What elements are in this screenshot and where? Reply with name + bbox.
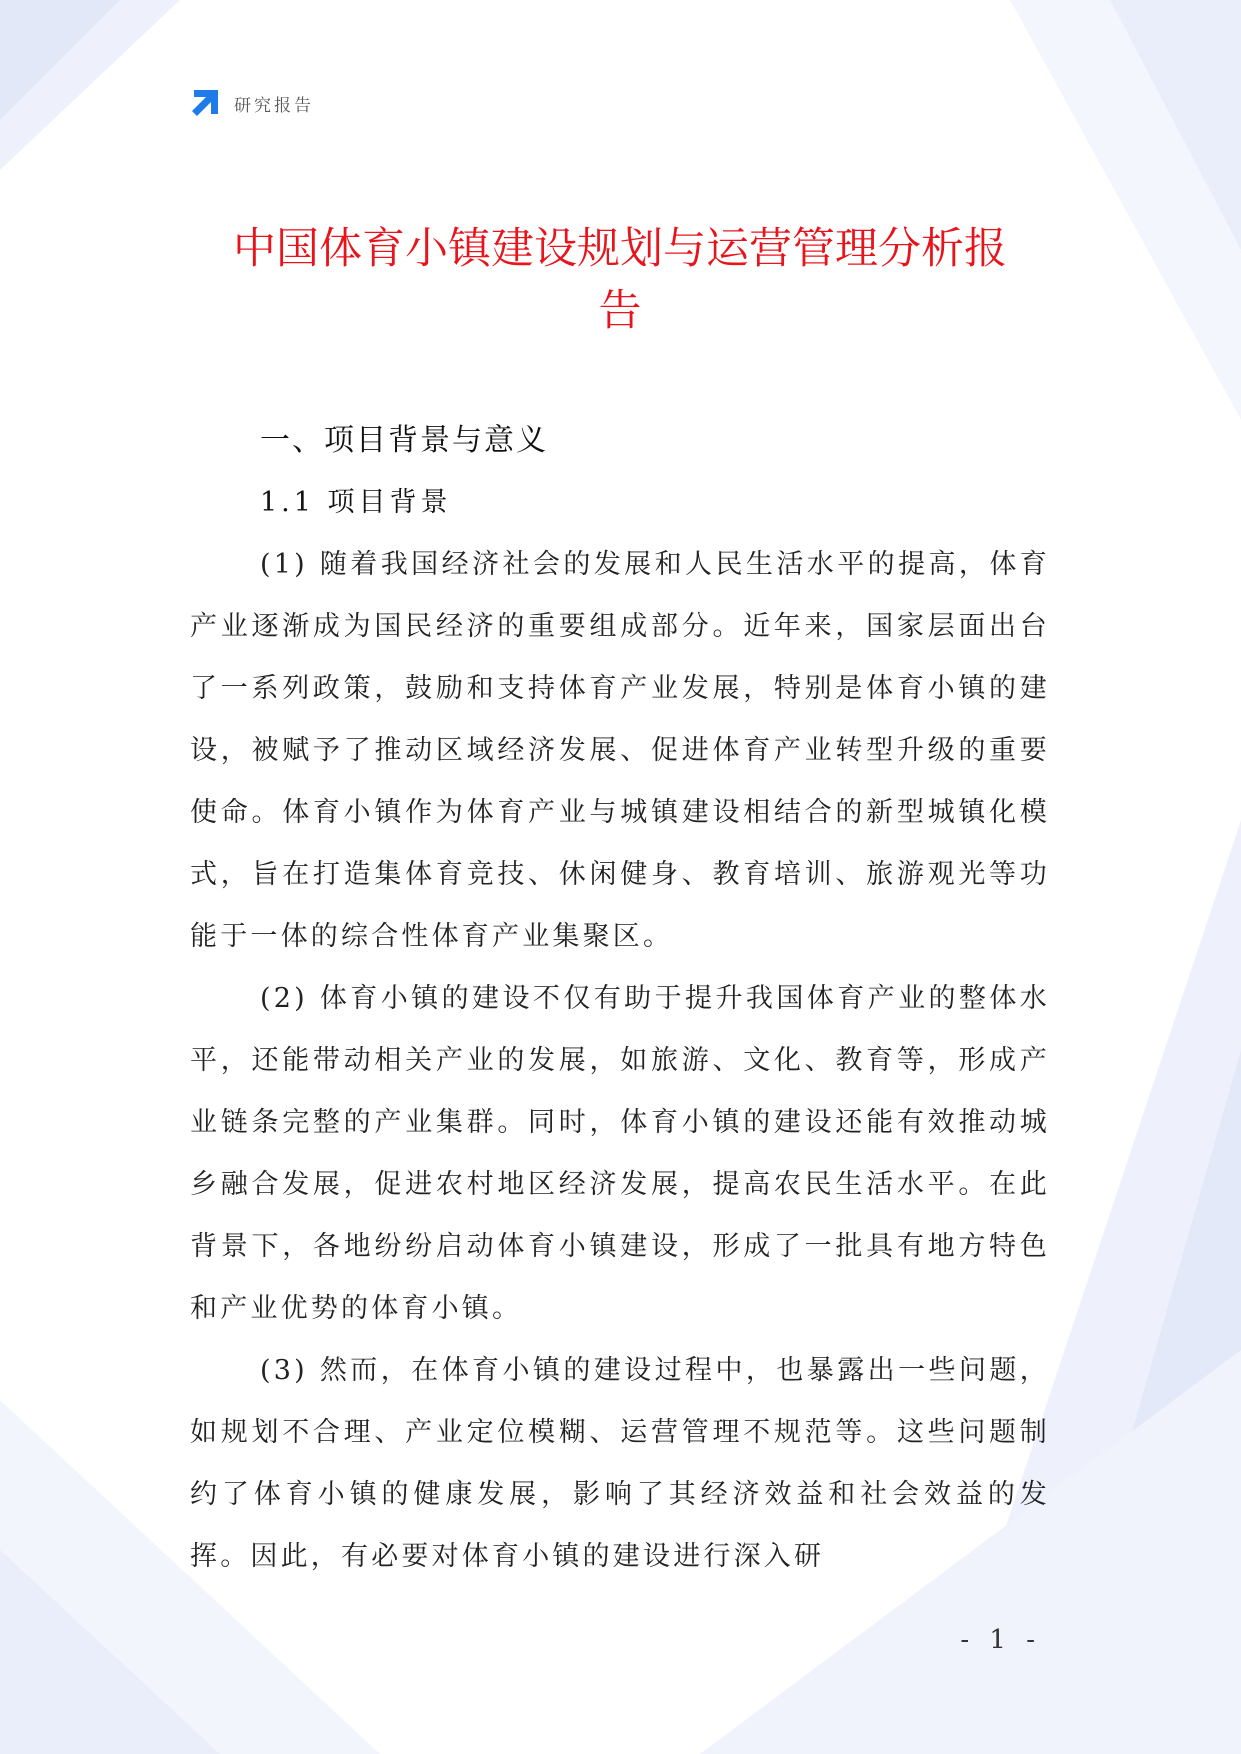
document-body bbox=[190, 410, 1050, 1588]
report-header bbox=[188, 86, 314, 120]
page-number: - 1 - bbox=[960, 1625, 1041, 1655]
title-line-1: 中国体育小镇建设规划与运营管理分析报 bbox=[233, 224, 1007, 274]
document-title bbox=[190, 218, 1050, 342]
section-heading: 一、项目背景与意义 bbox=[260, 423, 548, 458]
blue-arrow-logo-icon bbox=[188, 86, 222, 120]
title-line-2: 告 bbox=[598, 286, 642, 336]
header-label: 研究报告 bbox=[234, 95, 314, 116]
paragraph-1: (1) 随着我国经济社会的发展和人民生活水平的提高，体育产业逐渐成为国民经济的重要组成部分。近年来，国家层面出台了一系列政策，鼓励和支持体育产业发展，特别是体育小镇的建设，被赋予了推动区域经济发展、促进体育产业转型升级的重要使命。体育小镇作为体育产业与城镇建设相结合的新型城镇化模式，旨在打造集体育竞技、休闲健身、教育培训、旅游观光等功能于一体的综合性体育产业集聚区。 bbox=[190, 549, 1050, 952]
subsection-heading: 1.1 项目背景 bbox=[260, 487, 452, 518]
paragraph-3: (3) 然而，在体育小镇的建设过程中，也暴露出一些问题，如规划不合理、产业定位模糊、运营管理不规范等。这些问题制约了体育小镇的健康发展，影响了其经济效益和社会效益的发挥。因此，有必要对体育小镇的建设进行深入研 bbox=[190, 1355, 1050, 1572]
paragraph-2: (2) 体育小镇的建设不仅有助于提升我国体育产业的整体水平，还能带动相关产业的发展，如旅游、文化、教育等，形成产业链条完整的产业集群。同时，体育小镇的建设还能有效推动城乡融合发展，促进农村地区经济发展，提高农民生活水平。在此背景下，各地纷纷启动体育小镇建设，形成了一批具有地方特色和产业优势的体育小镇。 bbox=[190, 983, 1050, 1324]
